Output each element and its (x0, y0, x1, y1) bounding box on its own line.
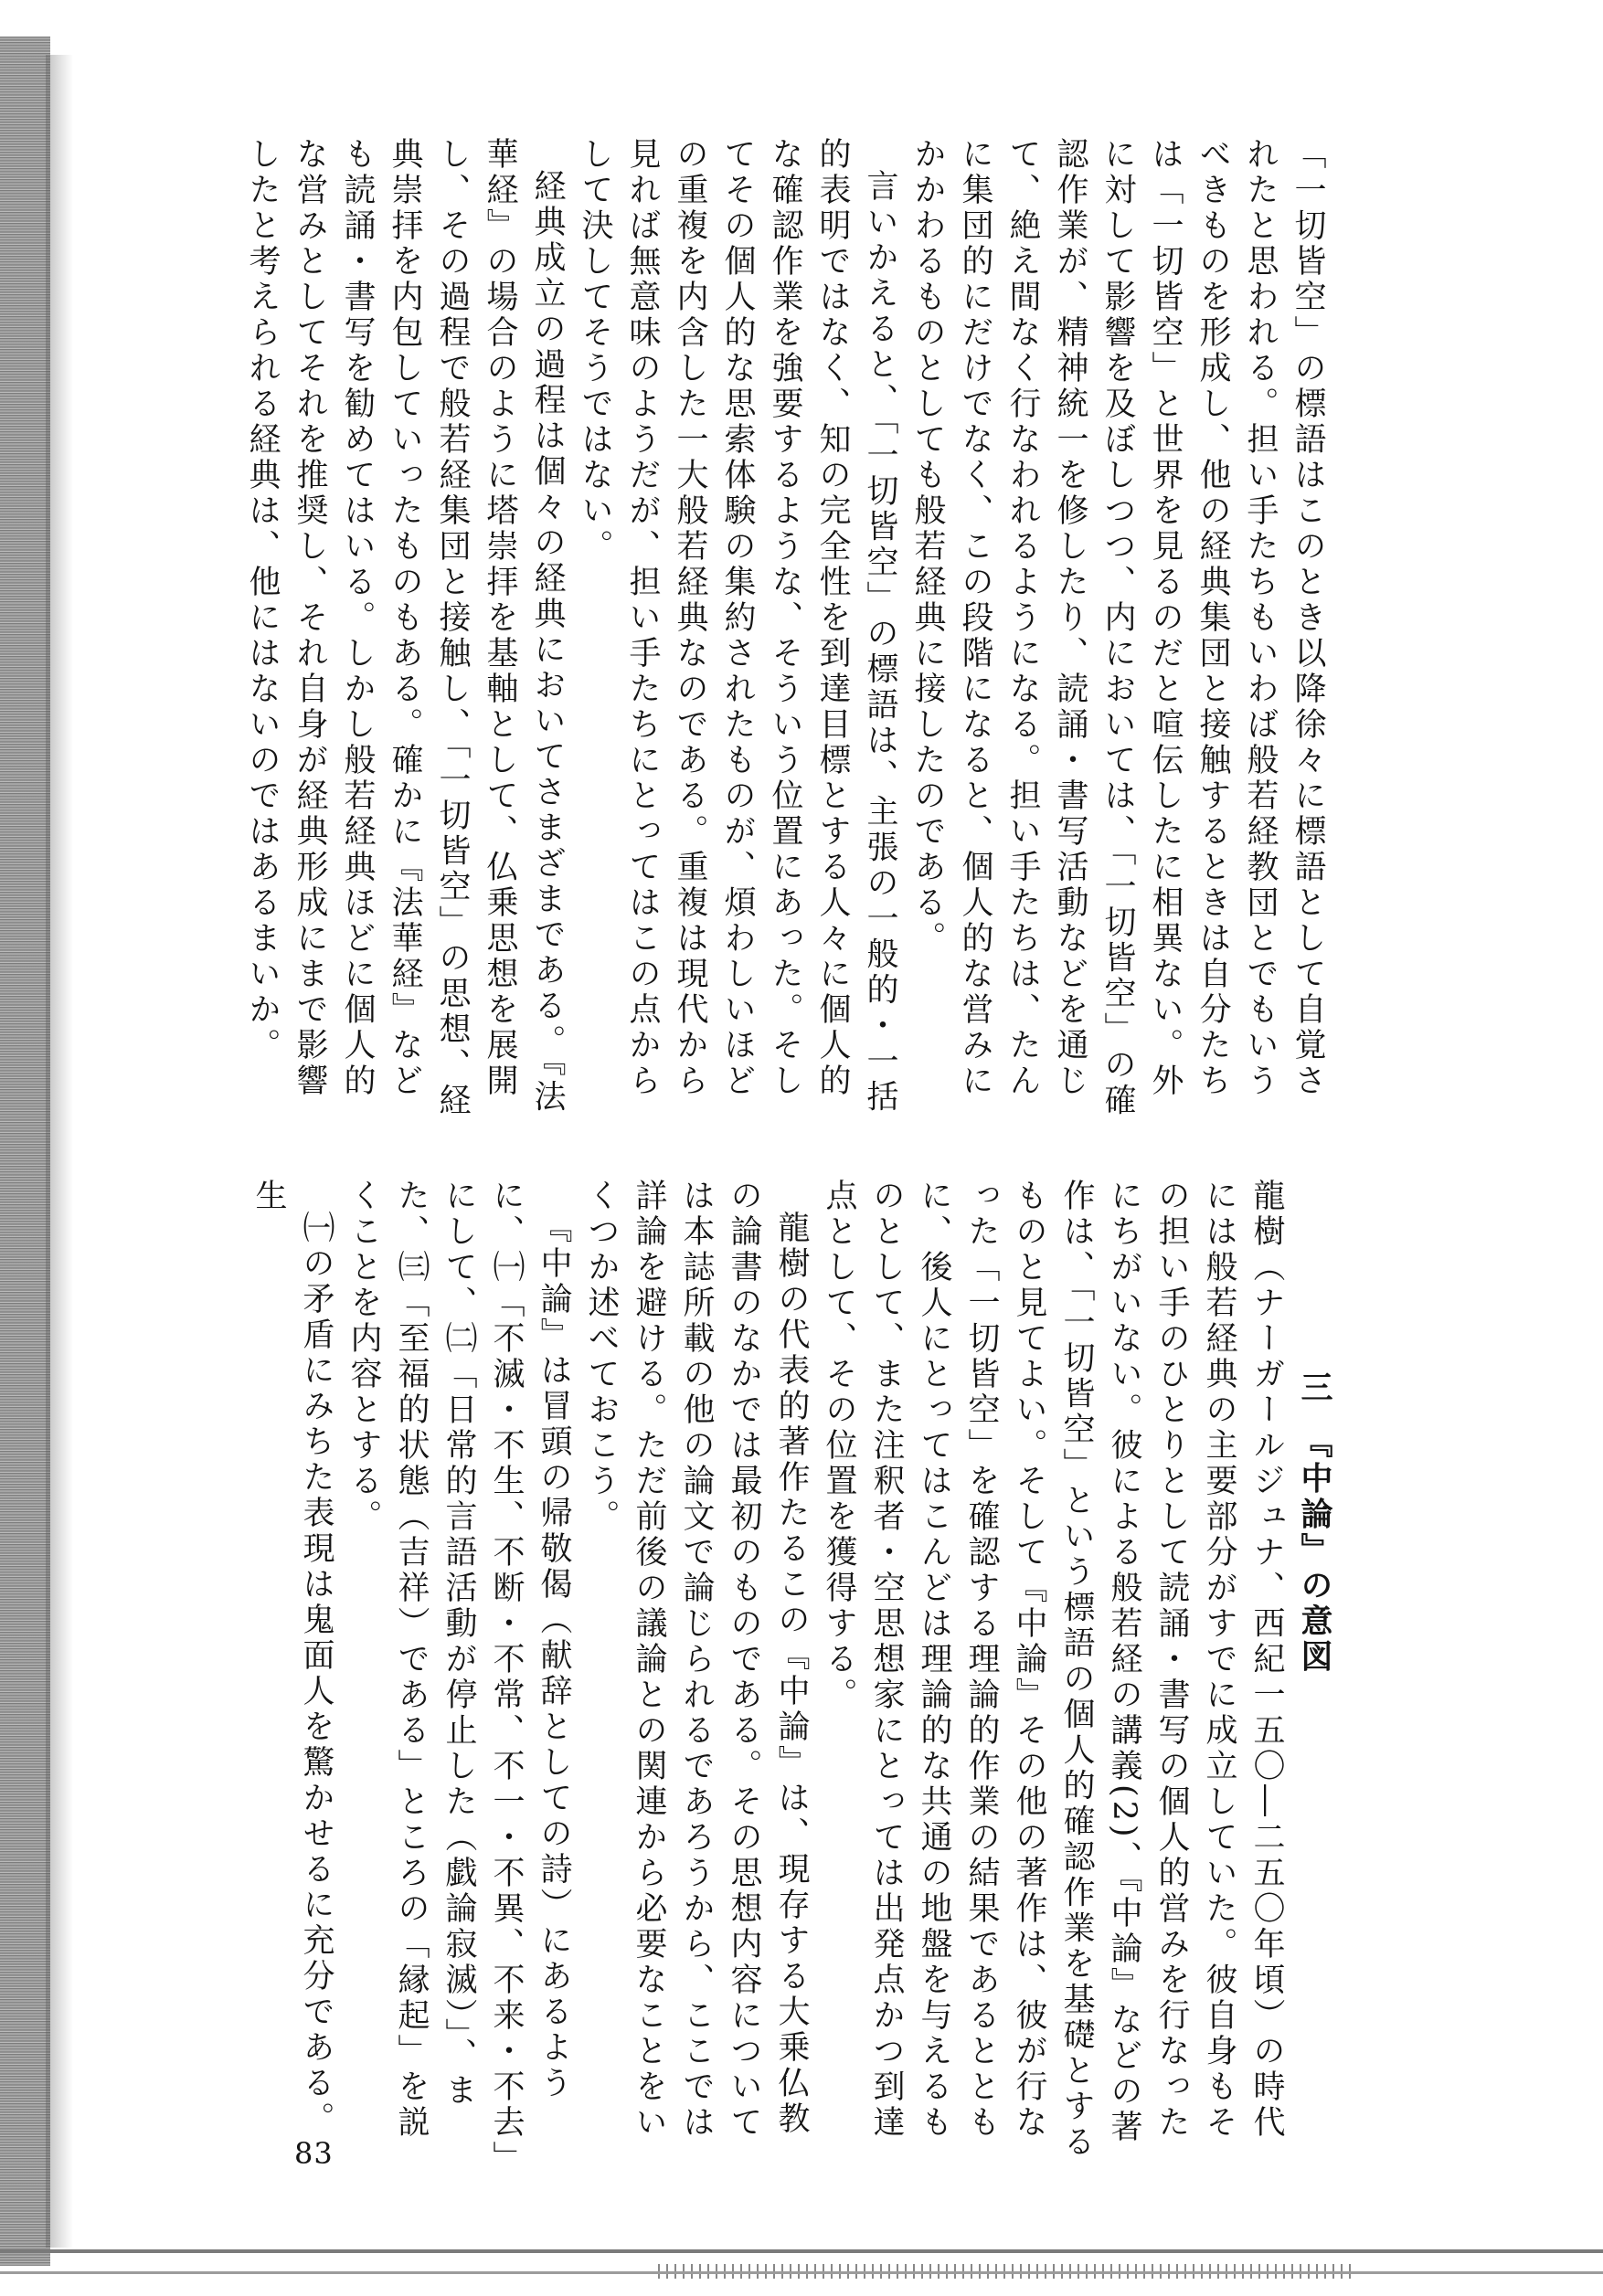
paragraph: 龍樹（ナーガールジュナ、西紀一五〇―二五〇年頃）の時代には般若経典の主要部分がすでに成立していた。彼自身もその担い手のひとりとして読誦・書写の個人的営みを行なったにちがいない。彼による般若経の講義(2)、『中論』などの著作は、「一切皆空」という標語の個人的確認作業を基礎とするものと見てよい。そして『中論』その他の著作は、彼が行なった「一切皆空」を確認する理論的作業の結果であるとともに、後人にとってはこんどは理論的な共通の地盤を与えるものとして、また注釈者・空思想家にとっては出発点かつ到達点として、その位置を獲得する。 (821, 1179, 1285, 2161)
book-binding-shadow (0, 37, 50, 2266)
paragraph: ㈠の矛盾にみちた表現は鬼面人を驚かせるに充分である。生 (250, 1179, 334, 2137)
lower-text-block (245, 1179, 1338, 2165)
page-number: 83 (294, 2136, 334, 2171)
gutter-shade (46, 55, 73, 2248)
paragraph: 「一切皆空」の標語はこのとき以降徐々に標語として自覚されたと思われる。担い手たちもいわば般若経教団とでもいうべきものを形成し、他の経典集団と接触するときは自分たちは「一切皆空」と世界を見るのだと喧伝したに相異ない。外に対して影響を及ぼしつつ、内においては、「一切皆空」の確認作業が、精神統一を修したり、読誦・書写活動などを通じて、絶え間なく行なわれるようになる。担い手たちは、たんに集団的にだけでなく、この段階になると、個人的な営みにかかわるものとしても般若経典に接したのである。 (909, 137, 1326, 1119)
section-heading: 三 『中論』の意図 (1296, 1370, 1333, 1676)
paragraph: 『中論』は冒頭の帰敬偈（献辞としての詩）にあるように、㈠「不滅・不生、不断・不常、不一・不異、不来・不去」にして、㈡「日常的言語活動が停止した（戯論寂滅）」、また、㈢「至福的状態（吉祥）である」ところの「縁起」を説くことを内容とする。 (345, 1179, 572, 2161)
paragraph: 言いかえると、「一切皆空」の標語は、主張の一般的・一括的表明ではなく、知の完全性を到達目標とする人々に個人的な確認作業を強要するような、そういう位置にあった。そしてその個人的な思索体験の集約されたものが、煩わしいほどの重複を内含した一大般若経典なのである。重複は現代から見れば無意味のようだが、担い手たちにとってはこの点からして決してそうではない。 (577, 137, 898, 1116)
upper-text-block (239, 137, 1332, 1124)
paragraph: 経典成立の過程は個々の経典においてさまざまである。『法華経』の場合のように塔崇拝を基軸として、仏乗思想を展開し、その過程で般若経集団と接触し、「一切皆空」の思想、経典崇拝を内包していったものもある。確かに『法華経』なども読誦・書写を勧めてはいる。しかし般若経典ほどに個人的な営みとしてそれを推奨し、それ自身が経典形成にまで影響したと考えられる経典は、他にはないのではあるまいか。 (244, 137, 566, 1119)
paragraph: 龍樹の代表的著作たるこの『中論』は、現存する大乗仏教の論書のなかでは最初のものである。その思想内容については本誌所載の他の論文で論じられるであろうから、ここでは詳論を避ける。ただ前後の議論との関連から必要なことをいくつか述べておこう。 (583, 1179, 810, 2141)
page-edge-line (0, 2249, 1603, 2253)
page-edge-line (0, 2271, 1603, 2274)
